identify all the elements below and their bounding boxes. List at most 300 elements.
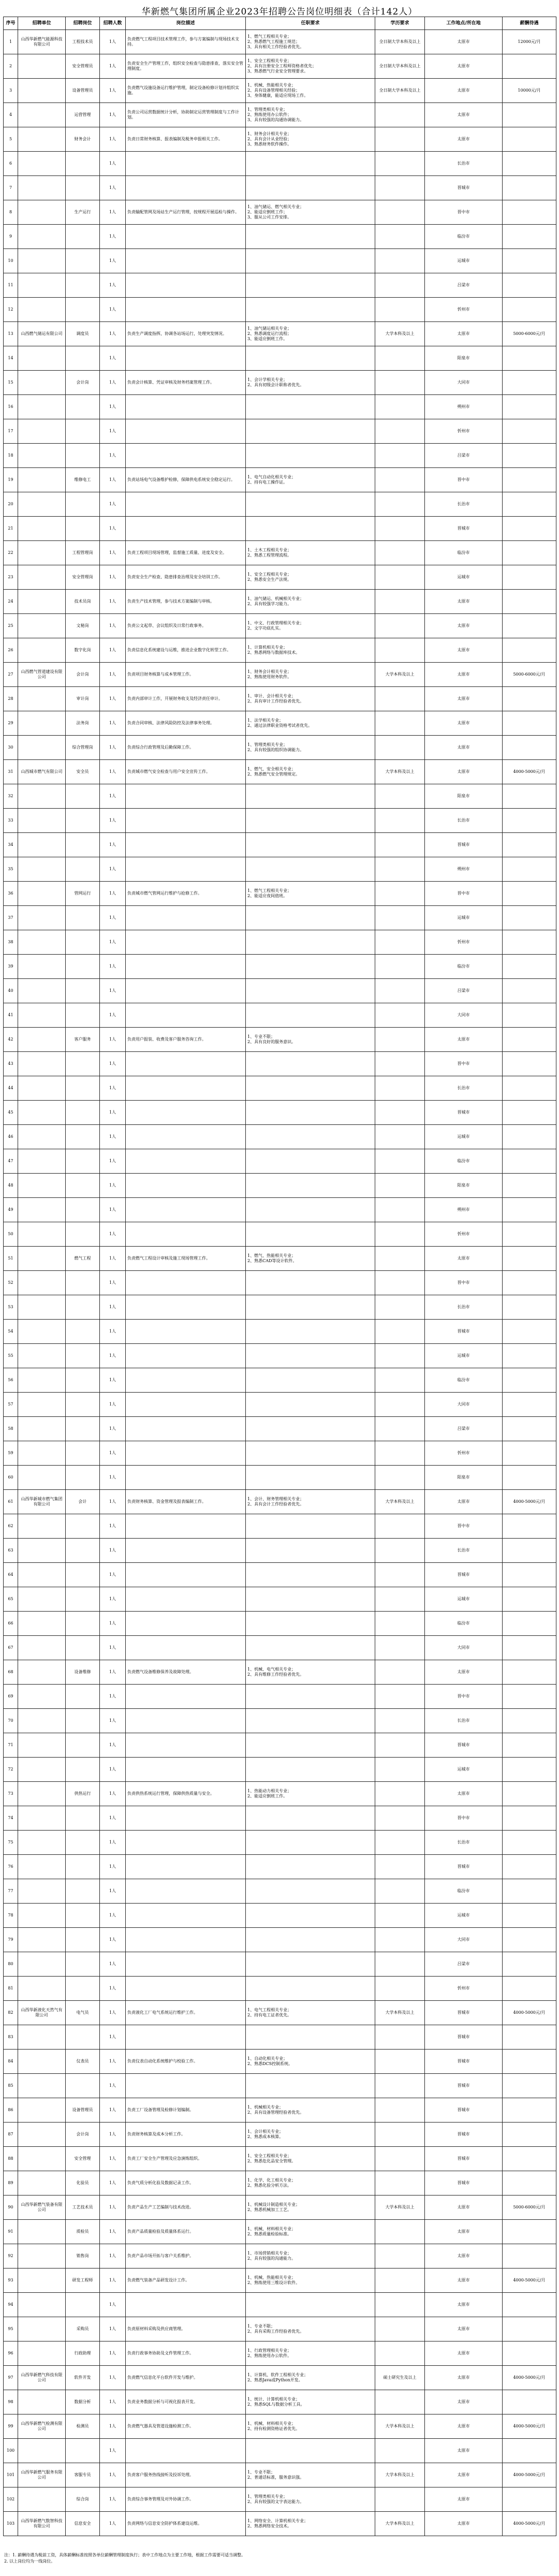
cell-post bbox=[66, 152, 100, 176]
cell-count: 1人 bbox=[100, 711, 126, 736]
cell-loc: 太原市 bbox=[425, 711, 503, 736]
cell-unit bbox=[18, 541, 66, 565]
cell-unit bbox=[18, 2098, 66, 2123]
cell-post: 综合岗 bbox=[66, 2487, 100, 2512]
table-row bbox=[4, 2317, 556, 2341]
cell-edu: 大学本科及以上 bbox=[375, 322, 425, 346]
cell-desc: 负责燃气装备产品研发设计工作。 bbox=[126, 2268, 246, 2293]
cell-count: 1人 bbox=[100, 1393, 126, 1417]
cell-req: 1、财务会计相关专业； 2、具有会计从业经验； 3、熟悉财务软件操作。 bbox=[246, 127, 375, 152]
cell-pay bbox=[503, 2147, 556, 2171]
cell-req bbox=[246, 1344, 375, 1368]
cell-pay bbox=[503, 1003, 556, 1028]
cell-count: 1人 bbox=[100, 200, 126, 225]
cell-post bbox=[66, 1271, 100, 1295]
cell-count: 1人 bbox=[100, 930, 126, 955]
cell-no: 40 bbox=[4, 979, 18, 1003]
cell-count: 1人 bbox=[100, 2025, 126, 2050]
cell-desc: 负责财务核算、资金管理及报表编制工作。 bbox=[126, 1490, 246, 1514]
cell-pay bbox=[503, 54, 556, 79]
cell-no: 2 bbox=[4, 54, 18, 79]
cell-post bbox=[66, 1222, 100, 1247]
cell-count: 1人 bbox=[100, 444, 126, 468]
cell-pay: 4000-5000元/月 bbox=[503, 2366, 556, 2390]
cell-no: 74 bbox=[4, 1806, 18, 1831]
cell-desc bbox=[126, 225, 246, 249]
cell-edu bbox=[375, 1636, 425, 1660]
table-row bbox=[4, 1831, 556, 1855]
cell-loc: 晋城市 bbox=[425, 2171, 503, 2196]
table-row bbox=[4, 273, 556, 298]
table-row bbox=[4, 1539, 556, 1563]
cell-post: 数据分析 bbox=[66, 2390, 100, 2414]
cell-unit bbox=[18, 857, 66, 882]
cell-desc: 负责燃气设施设备运行维护管理，制定设备检修计划并组织实施。 bbox=[126, 79, 246, 103]
cell-no: 58 bbox=[4, 1417, 18, 1441]
cell-loc: 晋城市 bbox=[425, 1733, 503, 1758]
cell-count: 1人 bbox=[100, 103, 126, 127]
cell-desc: 负责综合行政管理及后勤保障工作。 bbox=[126, 736, 246, 760]
table-row bbox=[4, 1003, 556, 1028]
cell-edu bbox=[375, 225, 425, 249]
cell-req: 1、机械、材料相关专业； 2、熟悉质量检验标准。 bbox=[246, 2220, 375, 2244]
cell-unit bbox=[18, 225, 66, 249]
cell-loc: 晋城市 bbox=[425, 2001, 503, 2025]
cell-desc: 负责输配管网及场站生产运行管理，按规程开展巡检与操作。 bbox=[126, 200, 246, 225]
cell-req bbox=[246, 176, 375, 200]
cell-count: 1人 bbox=[100, 2366, 126, 2390]
cell-pay: 4000-5000元/月 bbox=[503, 1490, 556, 1514]
cell-post bbox=[66, 1003, 100, 1028]
cell-no: 13 bbox=[4, 322, 18, 346]
cell-edu bbox=[375, 2123, 425, 2147]
cell-pay: 4000-5000元/月 bbox=[503, 2414, 556, 2439]
cell-edu bbox=[375, 1587, 425, 1612]
cell-count: 1人 bbox=[100, 176, 126, 200]
cell-pay bbox=[503, 152, 556, 176]
cell-unit bbox=[18, 1879, 66, 1904]
cell-count: 1人 bbox=[100, 1271, 126, 1295]
cell-count: 1人 bbox=[100, 346, 126, 371]
cell-edu bbox=[375, 1563, 425, 1587]
cell-post bbox=[66, 1928, 100, 1952]
table-row bbox=[4, 322, 556, 346]
cell-loc: 晋城市 bbox=[425, 517, 503, 541]
cell-no: 54 bbox=[4, 1320, 18, 1344]
cell-pay: 4000-5000元/月 bbox=[503, 2001, 556, 2025]
cell-req bbox=[246, 1514, 375, 1539]
cell-no: 8 bbox=[4, 200, 18, 225]
cell-no: 61 bbox=[4, 1490, 18, 1514]
cell-post bbox=[66, 1612, 100, 1636]
table-row bbox=[4, 1685, 556, 1709]
cell-loc: 太原市 bbox=[425, 2268, 503, 2293]
cell-edu: 大学本科及以上 bbox=[375, 2414, 425, 2439]
cell-loc: 晋中市 bbox=[425, 200, 503, 225]
cell-edu bbox=[375, 2244, 425, 2268]
cell-unit bbox=[18, 1174, 66, 1198]
cell-no: 83 bbox=[4, 2025, 18, 2050]
cell-edu bbox=[375, 298, 425, 322]
footnote bbox=[4, 2552, 555, 2565]
cell-post: 供热运行 bbox=[66, 1782, 100, 1806]
table-row bbox=[4, 1636, 556, 1660]
cell-unit bbox=[18, 103, 66, 127]
cell-count: 1人 bbox=[100, 2123, 126, 2147]
cell-req bbox=[246, 1003, 375, 1028]
cell-post bbox=[66, 517, 100, 541]
cell-loc: 太原市 bbox=[425, 54, 503, 79]
cell-post: 销售岗 bbox=[66, 2244, 100, 2268]
table-row bbox=[4, 1247, 556, 1271]
cell-loc: 太原市 bbox=[425, 2390, 503, 2414]
table-row bbox=[4, 1806, 556, 1831]
cell-no: 70 bbox=[4, 1709, 18, 1733]
cell-count: 1人 bbox=[100, 2074, 126, 2098]
cell-desc: 负责工程项目现场管理，监督施工质量、进度及安全。 bbox=[126, 541, 246, 565]
cell-pay bbox=[503, 590, 556, 614]
cell-post bbox=[66, 809, 100, 833]
cell-loc: 太原市 bbox=[425, 760, 503, 784]
cell-req bbox=[246, 225, 375, 249]
cell-edu bbox=[375, 711, 425, 736]
cell-unit bbox=[18, 955, 66, 979]
cell-desc bbox=[126, 1758, 246, 1782]
cell-no: 96 bbox=[4, 2341, 18, 2366]
cell-desc: 负责燃气器具及管道设施检测工作。 bbox=[126, 2414, 246, 2439]
cell-loc: 朔州市 bbox=[425, 1198, 503, 1222]
cell-req bbox=[246, 419, 375, 444]
cell-pay: 5000-6000元/月 bbox=[503, 2196, 556, 2220]
table-row bbox=[4, 809, 556, 833]
cell-no: 50 bbox=[4, 1222, 18, 1247]
cell-req: 1、会计、财务管理相关专业； 2、具有会计工作经验者优先。 bbox=[246, 1490, 375, 1514]
cell-desc bbox=[126, 1393, 246, 1417]
cell-count: 1人 bbox=[100, 1977, 126, 2001]
cell-pay bbox=[503, 1393, 556, 1417]
cell-desc bbox=[126, 857, 246, 882]
cell-pay bbox=[503, 1977, 556, 2001]
cell-pay: 10000元/月 bbox=[503, 79, 556, 103]
cell-loc: 运城市 bbox=[425, 1587, 503, 1612]
cell-desc bbox=[126, 833, 246, 857]
cell-post: 客户服务 bbox=[66, 1028, 100, 1052]
cell-desc bbox=[126, 1977, 246, 2001]
cell-loc: 临汾市 bbox=[425, 541, 503, 565]
cell-loc: 运城市 bbox=[425, 1344, 503, 1368]
cell-count: 1人 bbox=[100, 1222, 126, 1247]
cell-no: 30 bbox=[4, 736, 18, 760]
cell-desc: 负责财务核算及成本分析工作。 bbox=[126, 2123, 246, 2147]
cell-unit bbox=[18, 79, 66, 103]
cell-edu bbox=[375, 1904, 425, 1928]
cell-edu bbox=[375, 1271, 425, 1295]
cell-loc: 运城市 bbox=[425, 1125, 503, 1149]
table-row bbox=[4, 1660, 556, 1685]
cell-post bbox=[66, 1831, 100, 1855]
cell-no: 81 bbox=[4, 1977, 18, 2001]
cell-pay bbox=[503, 1125, 556, 1149]
cell-pay bbox=[503, 419, 556, 444]
cell-count: 1人 bbox=[100, 2098, 126, 2123]
cell-req bbox=[246, 1831, 375, 1855]
cell-req: 1、机械、热能相关专业； 2、具有设备管理相关经验； 3、身体健康，能适应现场工作。 bbox=[246, 79, 375, 103]
cell-post bbox=[66, 1417, 100, 1441]
cell-loc: 太原市 bbox=[425, 1490, 503, 1514]
cell-pay bbox=[503, 1441, 556, 1466]
cell-req bbox=[246, 1393, 375, 1417]
cell-unit: 山西华新燃气能源科技有限公司 bbox=[18, 30, 66, 54]
cell-unit bbox=[18, 1247, 66, 1271]
cell-desc bbox=[126, 1612, 246, 1636]
table-row bbox=[4, 565, 556, 590]
cell-no: 18 bbox=[4, 444, 18, 468]
cell-unit bbox=[18, 2487, 66, 2512]
cell-post bbox=[66, 1563, 100, 1587]
cell-unit bbox=[18, 590, 66, 614]
cell-pay bbox=[503, 565, 556, 590]
cell-pay bbox=[503, 1758, 556, 1782]
table-row bbox=[4, 1879, 556, 1904]
cell-req: 1、安全工程相关专业； 2、具有注册安全工程师资格者优先； 3、熟悉燃气行业安全管理要求。 bbox=[246, 54, 375, 79]
cell-post bbox=[66, 979, 100, 1003]
cell-post: 客服专员 bbox=[66, 2463, 100, 2487]
cell-req: 1、统计、计算机相关专业； 2、熟悉SQL与数据分析工具。 bbox=[246, 2390, 375, 2414]
table-row bbox=[4, 590, 556, 614]
cell-unit bbox=[18, 1660, 66, 1685]
cell-edu bbox=[375, 638, 425, 663]
cell-unit bbox=[18, 395, 66, 419]
cell-count: 1人 bbox=[100, 298, 126, 322]
cell-loc: 太原市 bbox=[425, 1782, 503, 1806]
cell-no: 33 bbox=[4, 809, 18, 833]
cell-no: 95 bbox=[4, 2317, 18, 2341]
cell-edu bbox=[375, 614, 425, 638]
cell-desc bbox=[126, 1417, 246, 1441]
cell-count: 1人 bbox=[100, 882, 126, 906]
cell-req: 1、机械、热能相关专业； 2、熟练使用三维设计软件。 bbox=[246, 2268, 375, 2293]
table-row bbox=[4, 1977, 556, 2001]
cell-count: 1人 bbox=[100, 152, 126, 176]
cell-loc: 太原市 bbox=[425, 2293, 503, 2317]
table-row bbox=[4, 1466, 556, 1490]
cell-unit bbox=[18, 1344, 66, 1368]
cell-pay bbox=[503, 492, 556, 517]
table-row bbox=[4, 930, 556, 955]
cell-pay bbox=[503, 1247, 556, 1271]
table-header-row bbox=[4, 17, 556, 30]
cell-post bbox=[66, 444, 100, 468]
header-no: 序号 bbox=[4, 17, 18, 30]
table-row bbox=[4, 638, 556, 663]
cell-pay bbox=[503, 2050, 556, 2074]
cell-req: 1、电气自动化相关专业； 2、持有电工操作证。 bbox=[246, 468, 375, 492]
table-row bbox=[4, 1222, 556, 1247]
cell-no: 29 bbox=[4, 711, 18, 736]
cell-unit bbox=[18, 736, 66, 760]
table-row bbox=[4, 1174, 556, 1198]
cell-no: 55 bbox=[4, 1344, 18, 1368]
cell-count: 1人 bbox=[100, 1928, 126, 1952]
cell-pay bbox=[503, 1417, 556, 1441]
cell-loc: 晋城市 bbox=[425, 2074, 503, 2098]
cell-no: 88 bbox=[4, 2147, 18, 2171]
cell-edu bbox=[375, 1539, 425, 1563]
cell-req bbox=[246, 346, 375, 371]
cell-edu bbox=[375, 346, 425, 371]
cell-unit bbox=[18, 1441, 66, 1466]
cell-desc: 负责安全生产管理工作，组织安全检查与隐患排查，落实安全管理制度。 bbox=[126, 54, 246, 79]
cell-pay bbox=[503, 2025, 556, 2050]
cell-no: 5 bbox=[4, 127, 18, 152]
cell-desc: 负责原材料采购及供应商管理。 bbox=[126, 2317, 246, 2341]
cell-post bbox=[66, 176, 100, 200]
cell-req bbox=[246, 906, 375, 930]
cell-post: 设备维修 bbox=[66, 1660, 100, 1685]
cell-unit bbox=[18, 1612, 66, 1636]
cell-loc: 太原市 bbox=[425, 2341, 503, 2366]
cell-no: 17 bbox=[4, 419, 18, 444]
cell-no: 76 bbox=[4, 1855, 18, 1879]
table-row bbox=[4, 1076, 556, 1101]
table-row bbox=[4, 1052, 556, 1076]
cell-count: 1人 bbox=[100, 565, 126, 590]
table-row bbox=[4, 1904, 556, 1928]
cell-edu bbox=[375, 1709, 425, 1733]
cell-desc bbox=[126, 1441, 246, 1466]
cell-edu bbox=[375, 1831, 425, 1855]
table-row bbox=[4, 736, 556, 760]
cell-desc bbox=[126, 809, 246, 833]
cell-post: 运营管理 bbox=[66, 103, 100, 127]
cell-no: 36 bbox=[4, 882, 18, 906]
cell-req bbox=[246, 784, 375, 809]
cell-unit bbox=[18, 1831, 66, 1855]
cell-no: 3 bbox=[4, 79, 18, 103]
cell-loc: 阳泉市 bbox=[425, 346, 503, 371]
cell-desc: 负责燃气工程设计审核及施工现场管理工作。 bbox=[126, 1247, 246, 1271]
cell-no: 16 bbox=[4, 395, 18, 419]
cell-loc: 阳泉市 bbox=[425, 784, 503, 809]
cell-count: 1人 bbox=[100, 492, 126, 517]
cell-desc bbox=[126, 1806, 246, 1831]
header-req: 任职要求 bbox=[246, 17, 375, 30]
cell-desc bbox=[126, 1052, 246, 1076]
cell-edu: 大学本科及以上 bbox=[375, 663, 425, 687]
cell-edu bbox=[375, 2487, 425, 2512]
cell-unit bbox=[18, 833, 66, 857]
cell-req bbox=[246, 395, 375, 419]
cell-count: 1人 bbox=[100, 2001, 126, 2025]
cell-no: 94 bbox=[4, 2293, 18, 2317]
cell-edu bbox=[375, 1076, 425, 1101]
cell-loc: 朔州市 bbox=[425, 395, 503, 419]
cell-post: 工艺技术员 bbox=[66, 2196, 100, 2220]
cell-desc: 负责内部审计工作，开展财务收支及经济责任审计。 bbox=[126, 687, 246, 711]
cell-pay bbox=[503, 638, 556, 663]
cell-post bbox=[66, 249, 100, 273]
cell-req bbox=[246, 2293, 375, 2317]
cell-req: 1、专业不限； 2、普通话标准，服务意识强。 bbox=[246, 2463, 375, 2487]
cell-unit bbox=[18, 419, 66, 444]
cell-count: 1人 bbox=[100, 2317, 126, 2341]
cell-desc bbox=[126, 1952, 246, 1977]
cell-loc: 晋城市 bbox=[425, 176, 503, 200]
cell-edu bbox=[375, 979, 425, 1003]
cell-desc bbox=[126, 152, 246, 176]
cell-desc bbox=[126, 1076, 246, 1101]
cell-no: 99 bbox=[4, 2414, 18, 2439]
cell-post bbox=[66, 1879, 100, 1904]
cell-unit bbox=[18, 2171, 66, 2196]
table-row bbox=[4, 1125, 556, 1149]
cell-desc bbox=[126, 1928, 246, 1952]
cell-no: 89 bbox=[4, 2171, 18, 2196]
cell-req: 1、专业不限； 2、具有良好的服务意识。 bbox=[246, 1028, 375, 1052]
cell-count: 1人 bbox=[100, 1904, 126, 1928]
cell-no: 71 bbox=[4, 1733, 18, 1758]
cell-req: 1、燃气工程相关专业； 2、熟悉燃气工程施工规范； 3、具有相关工作经验者优先。 bbox=[246, 30, 375, 54]
cell-pay bbox=[503, 103, 556, 127]
cell-req bbox=[246, 1441, 375, 1466]
cell-post: 燃气工程 bbox=[66, 1247, 100, 1271]
cell-desc bbox=[126, 1344, 246, 1368]
cell-loc: 太原市 bbox=[425, 736, 503, 760]
cell-pay bbox=[503, 2220, 556, 2244]
cell-req bbox=[246, 517, 375, 541]
table-row bbox=[4, 2463, 556, 2487]
cell-req bbox=[246, 979, 375, 1003]
table-row bbox=[4, 249, 556, 273]
cell-count: 1人 bbox=[100, 1320, 126, 1344]
cell-edu bbox=[375, 541, 425, 565]
cell-edu bbox=[375, 1320, 425, 1344]
cell-loc: 长治市 bbox=[425, 809, 503, 833]
cell-no: 31 bbox=[4, 760, 18, 784]
cell-edu bbox=[375, 176, 425, 200]
cell-unit bbox=[18, 2317, 66, 2341]
cell-pay bbox=[503, 1052, 556, 1076]
table-row bbox=[4, 955, 556, 979]
cell-count: 1人 bbox=[100, 857, 126, 882]
cell-count: 1人 bbox=[100, 1782, 126, 1806]
cell-loc: 吕梁市 bbox=[425, 1952, 503, 1977]
cell-count: 1人 bbox=[100, 1806, 126, 1831]
cell-req bbox=[246, 1952, 375, 1977]
cell-count: 1人 bbox=[100, 2390, 126, 2414]
cell-count: 1人 bbox=[100, 273, 126, 298]
cell-count: 1人 bbox=[100, 1636, 126, 1660]
cell-desc bbox=[126, 298, 246, 322]
cell-unit bbox=[18, 2050, 66, 2074]
cell-unit bbox=[18, 1904, 66, 1928]
cell-desc: 负责项目财务核算与成本管理工作。 bbox=[126, 663, 246, 687]
cell-no: 98 bbox=[4, 2390, 18, 2414]
cell-loc: 太原市 bbox=[425, 687, 503, 711]
cell-req bbox=[246, 1417, 375, 1441]
cell-req: 1、油气储运相关专业； 2、熟悉调度运行流程； 3、能适应倒班工作。 bbox=[246, 322, 375, 346]
cell-edu bbox=[375, 1660, 425, 1685]
cell-edu bbox=[375, 1855, 425, 1879]
cell-post bbox=[66, 1977, 100, 2001]
cell-post: 质检员 bbox=[66, 2220, 100, 2244]
cell-req bbox=[246, 1149, 375, 1174]
cell-unit bbox=[18, 1587, 66, 1612]
cell-pay bbox=[503, 225, 556, 249]
table-row bbox=[4, 79, 556, 103]
cell-unit bbox=[18, 2074, 66, 2098]
table-row bbox=[4, 1344, 556, 1368]
